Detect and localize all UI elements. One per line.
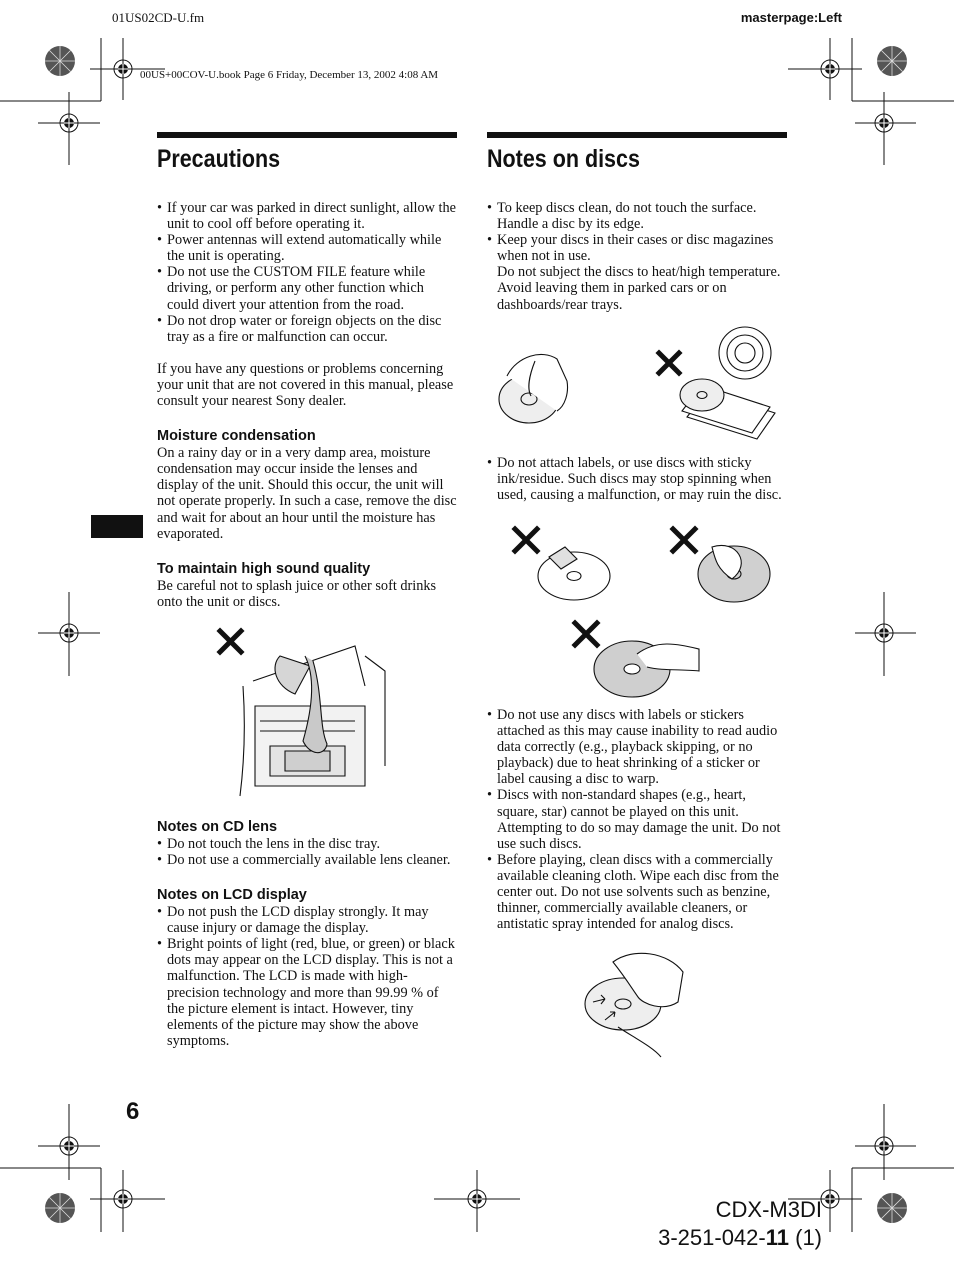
list-item: • Do not touch the lens in the disc tray.	[157, 836, 457, 852]
cleaning-illustration	[583, 942, 693, 1062]
section-rule	[487, 132, 787, 138]
sound-paragraph: Be careful not to splash juice or other soft drinks onto the unit or discs.	[157, 577, 437, 610]
list-item: • Before playing, clean discs with a commercially available cleaning cloth. Wipe each disc from the center out. Do not use solvents such as benzine, thinner, commercially available cleaners, or antistatic spray intended for analog discs.	[487, 852, 787, 932]
list-item: • Do not use a commercially available lens cleaner.	[157, 852, 457, 868]
header-bookline: 00US+00COV-U.book Page 6 Friday, December 13, 2002 4:08 AM	[140, 69, 439, 81]
page-number: 6	[126, 1098, 140, 1125]
list-item: • Do not drop water or foreign objects on the disc tray as a fire or malfunction can occur.	[157, 313, 457, 345]
precautions-column	[157, 132, 457, 1049]
list-item: • If your car was parked in direct sunlight, allow the unit to cool off before operating it.	[157, 200, 457, 232]
chapter-tab	[91, 515, 143, 538]
part-number-revision: 11	[765, 1225, 789, 1250]
disc-handling-illustration	[487, 321, 787, 449]
dealer-paragraph: If you have any questions or problems concerning your unit that are not covered in this manual, please consult your nearest Sony dealer.	[157, 360, 454, 410]
part-number	[658, 1224, 822, 1252]
discs-column	[487, 132, 787, 1062]
lcd-heading: Notes on LCD display	[157, 887, 307, 904]
list-item: • Keep your discs in their cases or disc magazines when not in use. Do not subject the discs to heat/high temperature. Avoid leaving them in parked cars or on dashboards/rear trays.	[487, 232, 787, 312]
spill-illustration	[215, 626, 415, 802]
discs-list-1	[487, 200, 787, 313]
lcd-list	[157, 904, 457, 1049]
cd-lens-heading: Notes on CD lens	[157, 818, 278, 835]
precautions-title: Precautions	[157, 145, 281, 173]
precautions-list	[157, 200, 457, 345]
list-item: • Do not attach labels, or use discs with sticky ink/residue. Such discs may stop spinning when used, causing a malfunction, or may ruin the disc.	[487, 455, 787, 503]
section-rule	[157, 132, 457, 138]
discs-list-2	[487, 455, 787, 503]
list-item: • To keep discs clean, do not touch the surface. Handle a disc by its edge.	[487, 200, 787, 232]
discs-list-3	[487, 707, 787, 932]
sound-heading: To maintain high sound quality	[157, 560, 371, 577]
list-item: • Power antennas will extend automatically while the unit is operating.	[157, 232, 457, 264]
labels-illustration	[487, 519, 787, 699]
list-item: • Do not use the CUSTOM FILE feature while driving, or perform any other function which could divert your attention from the road.	[157, 264, 457, 312]
part-number-suffix: (1)	[789, 1225, 822, 1250]
list-item: • Do not use any discs with labels or stickers attached as this may cause inability to read audio data correctly (e.g., playback skipping, or no playback) due to heat shrinking of a sticker or label causing a disc to warp.	[487, 707, 787, 787]
list-item: • Discs with non-standard shapes (e.g., heart, square, star) cannot be played on this unit. Attempting to do so may damage the unit. Do not use such discs.	[487, 787, 787, 851]
list-item: • Do not push the LCD display strongly. It may cause injury or damage the display.	[157, 904, 457, 936]
cd-lens-list	[157, 836, 457, 868]
header-masterpage: masterpage:Left	[740, 10, 842, 25]
list-item: • Bright points of light (red, blue, or green) or black dots may appear on the LCD display. This is not a malfunction. The LCD is made with high-precision technology and more than 99.99 % of the picture element is intact. However, tiny elements of the picture may show the above symptoms.	[157, 936, 457, 1049]
discs-title: Notes on discs	[487, 145, 640, 173]
moisture-paragraph: On a rainy day or in a very damp area, moisture condensation may occur inside the lenses and display of the unit. Should this occur, the unit will not operate properly. In such a case, remove the disc and wait for about an hour until the moisture has evaporated.	[157, 445, 457, 542]
moisture-heading: Moisture condensation	[157, 428, 316, 445]
header-filename: 01US02CD-U.fm	[112, 10, 205, 25]
part-number-prefix: 3-251-042-	[658, 1225, 766, 1250]
model-name: CDX-M3DI	[715, 1197, 822, 1222]
model-block	[658, 1196, 822, 1252]
